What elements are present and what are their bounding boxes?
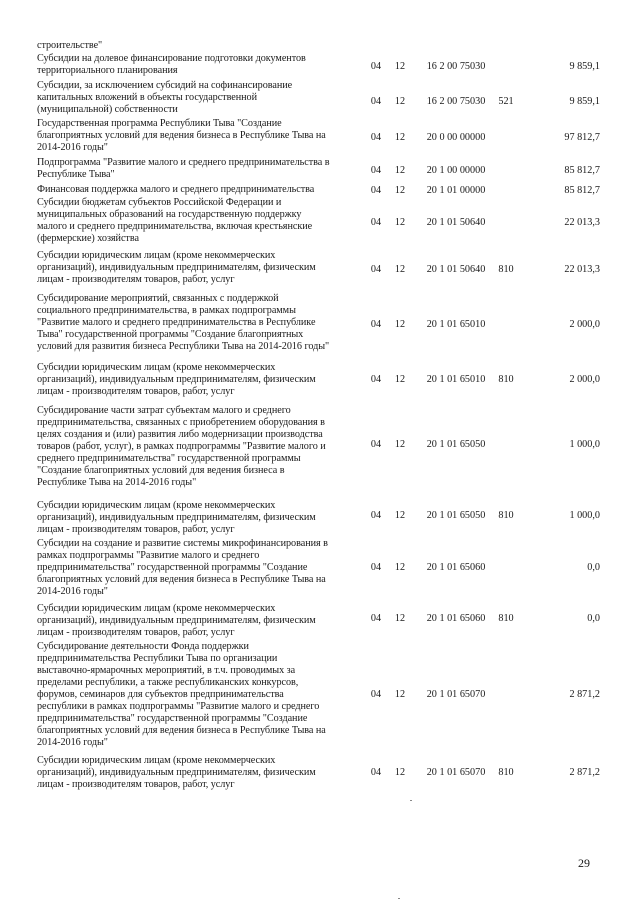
amount-cell: 0,0 xyxy=(587,562,600,573)
amount-cell: 2 000,0 xyxy=(569,319,600,330)
amount-cell: 22 013,3 xyxy=(564,217,600,228)
kcsr-cell: 20 1 01 50640 xyxy=(426,217,486,228)
scan-speck xyxy=(398,898,400,899)
kvr-cell: 810 xyxy=(498,264,514,275)
row-description: строительстве" xyxy=(37,40,103,51)
kcsr-cell: 20 1 00 00000 xyxy=(426,165,486,176)
amount-cell: 85 812,7 xyxy=(564,185,600,196)
kvr-cell: 521 xyxy=(498,96,514,107)
row-description: Субсидирование мероприятий, связанных с поддержкой социального предпринимательства, в рамках подпрограммы "Развитие малого и среднего предпринимательства в Республике Тыва" государственной программы "Создание благоприятных условий для развития бизнеса Республики Тыва на 2014-2016 годы" xyxy=(37,293,330,352)
podrazdel-cell: 12 xyxy=(394,61,406,72)
podrazdel-cell: 12 xyxy=(394,217,406,228)
amount-cell: 9 859,1 xyxy=(569,61,600,72)
kcsr-cell: 16 2 00 75030 xyxy=(426,96,486,107)
kvr-cell: 810 xyxy=(498,767,514,778)
row-description: Субсидии бюджетам субъектов Российской Федерации и муниципальных образований на государственную поддержку малого и среднего предпринимательства, включая крестьянские (фермерские) хозяйства xyxy=(37,197,313,244)
razdel-cell: 04 xyxy=(370,510,382,521)
amount-cell: 2 871,2 xyxy=(569,689,600,700)
row-description: Субсидирование деятельности Фонда поддержки предпринимательства Республики Тыва по организации выставочно-ярмарочных мероприятий, в т.ч. проводимых за пределами республики, а также республиканских конкурсов, форумов, семинаров для субъектов предпринимательства республики в рамках подпрограммы "Развитие малого и среднего предпринимательства" государственной программы "Создание благоприятных условий для ведения бизнеса в Республике Тыва на 2014-2016 годы" xyxy=(37,641,326,748)
amount-cell: 97 812,7 xyxy=(564,132,600,143)
kcsr-cell: 20 0 00 00000 xyxy=(426,132,486,143)
razdel-cell: 04 xyxy=(370,374,382,385)
podrazdel-cell: 12 xyxy=(394,264,406,275)
row-description: Субсидии юридическим лицам (кроме некоммерческих организаций), индивидуальным предпринимателям, физическим лицам - производителям товаров, работ, услуг xyxy=(37,362,316,397)
razdel-cell: 04 xyxy=(370,264,382,275)
amount-cell: 9 859,1 xyxy=(569,96,600,107)
podrazdel-cell: 12 xyxy=(394,96,406,107)
podrazdel-cell: 12 xyxy=(394,319,406,330)
podrazdel-cell: 12 xyxy=(394,374,406,385)
razdel-cell: 04 xyxy=(370,165,382,176)
kcsr-cell: 16 2 00 75030 xyxy=(426,61,486,72)
podrazdel-cell: 12 xyxy=(394,510,406,521)
razdel-cell: 04 xyxy=(370,217,382,228)
kcsr-cell: 20 1 01 65010 xyxy=(426,374,486,385)
row-description: Субсидии юридическим лицам (кроме некоммерческих организаций), индивидуальным предпринимателям, физическим лицам - производителям товаров, работ, услуг xyxy=(37,755,316,790)
podrazdel-cell: 12 xyxy=(394,439,406,450)
row-description: Субсидии юридическим лицам (кроме некоммерческих организаций), индивидуальным предпринимателям, физическим лицам - производителям товаров, работ, услуг xyxy=(37,250,316,285)
kcsr-cell: 20 1 01 50640 xyxy=(426,264,486,275)
kvr-cell: 810 xyxy=(498,510,514,521)
razdel-cell: 04 xyxy=(370,613,382,624)
row-description: Субсидии, за исключением субсидий на софинансирование капитальных вложений в объекты государственной (муниципальной) собственности xyxy=(37,80,293,115)
row-description: Государственная программа Республики Тыва "Создание благоприятных условий для ведения бизнеса в Республике Тыва на 2014-2016 годы" xyxy=(37,118,326,153)
razdel-cell: 04 xyxy=(370,96,382,107)
amount-cell: 22 013,3 xyxy=(564,264,600,275)
razdel-cell: 04 xyxy=(370,767,382,778)
podrazdel-cell: 12 xyxy=(394,613,406,624)
row-description: Субсидии юридическим лицам (кроме некоммерческих организаций), индивидуальным предпринимателям, физическим лицам - производителям товаров, работ, услуг xyxy=(37,500,316,535)
kvr-cell: 810 xyxy=(498,613,514,624)
kcsr-cell: 20 1 01 00000 xyxy=(426,185,486,196)
kcsr-cell: 20 1 01 65050 xyxy=(426,439,486,450)
amount-cell: 2 871,2 xyxy=(569,767,600,778)
kcsr-cell: 20 1 01 65060 xyxy=(426,613,486,624)
amount-cell: 0,0 xyxy=(587,613,600,624)
podrazdel-cell: 12 xyxy=(394,132,406,143)
kcsr-cell: 20 1 01 65070 xyxy=(426,689,486,700)
row-description: Субсидирование части затрат субъектам малого и среднего предпринимательства, связанных с приобретением оборудования в целях создания и (или) развития либо модернизации производства товаров (работ, услуг), в рамках подпрограммы "Развитие малого и среднего предпринимательства" государственной программы "Создание благоприятных условий для ведения бизнеса в Республике Тыва на 2014-2016 годы" xyxy=(37,405,326,488)
podrazdel-cell: 12 xyxy=(394,689,406,700)
razdel-cell: 04 xyxy=(370,439,382,450)
amount-cell: 2 000,0 xyxy=(569,374,600,385)
row-description: Субсидии на создание и развитие системы микрофинансирования в рамках подпрограммы "Развитие малого и среднего предпринимательства" государственной программы "Создание благоприятных условий для ведения бизнеса в Республике Тыва на 2014-2016 годы" xyxy=(37,538,328,597)
podrazdel-cell: 12 xyxy=(394,767,406,778)
podrazdel-cell: 12 xyxy=(394,165,406,176)
razdel-cell: 04 xyxy=(370,132,382,143)
row-description: Субсидии на долевое финансирование подготовки документов территориального планирования xyxy=(37,53,306,76)
scan-speck xyxy=(410,800,412,801)
razdel-cell: 04 xyxy=(370,61,382,72)
amount-cell: 85 812,7 xyxy=(564,165,600,176)
page-number: 29 xyxy=(578,856,590,870)
amount-cell: 1 000,0 xyxy=(569,439,600,450)
amount-cell: 1 000,0 xyxy=(569,510,600,521)
row-description: Подпрограмма "Развитие малого и среднего предпринимательства в Республике Тыва" xyxy=(37,157,330,180)
row-description: Финансовая поддержка малого и среднего предпринимательства xyxy=(37,184,315,195)
kcsr-cell: 20 1 01 65070 xyxy=(426,767,486,778)
razdel-cell: 04 xyxy=(370,319,382,330)
row-description: Субсидии юридическим лицам (кроме некоммерческих организаций), индивидуальным предпринимателям, физическим лицам - производителям товаров, работ, услуг xyxy=(37,603,316,638)
razdel-cell: 04 xyxy=(370,562,382,573)
kcsr-cell: 20 1 01 65010 xyxy=(426,319,486,330)
podrazdel-cell: 12 xyxy=(394,185,406,196)
kcsr-cell: 20 1 01 65060 xyxy=(426,562,486,573)
podrazdel-cell: 12 xyxy=(394,562,406,573)
kvr-cell: 810 xyxy=(498,374,514,385)
razdel-cell: 04 xyxy=(370,185,382,196)
razdel-cell: 04 xyxy=(370,689,382,700)
kcsr-cell: 20 1 01 65050 xyxy=(426,510,486,521)
